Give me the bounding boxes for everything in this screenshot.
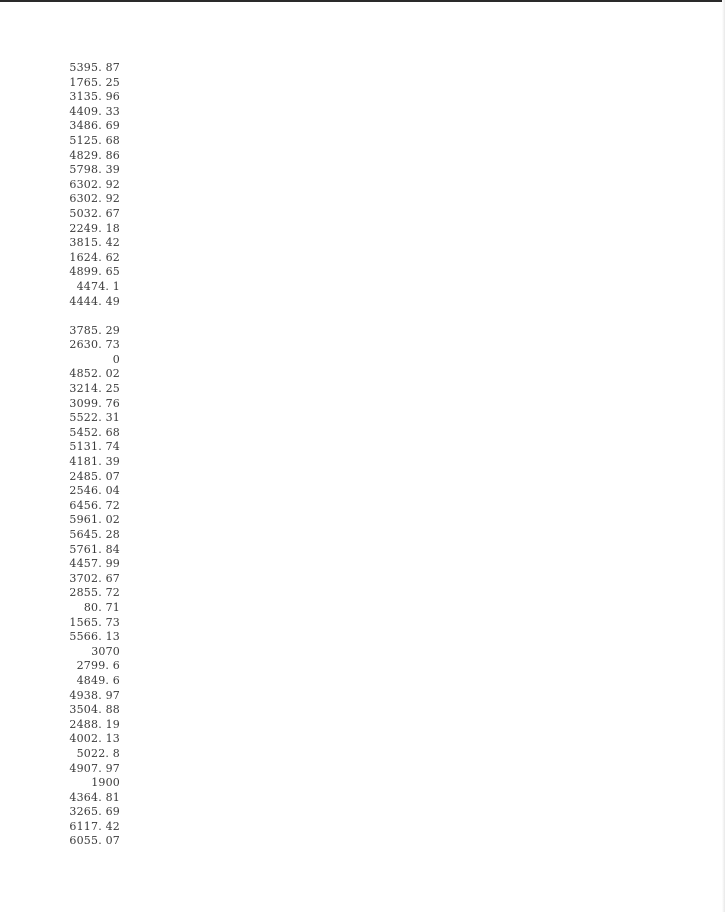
block-gap (62, 309, 120, 324)
value-row: 4474. 1 (76, 279, 120, 293)
value-row: 1765. 25 (69, 75, 120, 89)
value-row: 2799. 6 (76, 659, 120, 673)
value-row: 3135. 96 (69, 90, 120, 104)
value-row: 5125. 68 (69, 133, 120, 147)
value-row: 5961. 02 (69, 513, 120, 527)
value-row: 2485. 07 (69, 469, 120, 483)
value-row: 6302. 92 (69, 192, 120, 206)
value-row: 2249. 18 (69, 221, 120, 235)
value-row: 1900 (91, 776, 120, 790)
value-row: 6117. 42 (69, 819, 120, 833)
values-column (62, 61, 120, 849)
value-row: 4852. 02 (69, 367, 120, 381)
value-row: 4849. 6 (76, 673, 120, 687)
value-row: 4002. 13 (69, 732, 120, 746)
value-row: 4409. 33 (69, 104, 120, 118)
value-row: 3504. 88 (69, 703, 120, 717)
value-row: 5032. 67 (69, 206, 120, 220)
value-row: 5131. 74 (69, 440, 120, 454)
value-row: 2488. 19 (69, 717, 120, 731)
value-row: 3785. 29 (69, 323, 120, 337)
value-row: 5395. 87 (69, 61, 120, 74)
values-block-1 (62, 61, 120, 309)
value-row: 3486. 69 (69, 119, 120, 133)
value-row: 2630. 73 (69, 338, 120, 352)
value-row: 1565. 73 (69, 615, 120, 629)
value-row: 4457. 99 (69, 557, 120, 571)
value-row: 5798. 39 (69, 163, 120, 177)
value-row: 80. 71 (83, 600, 120, 614)
value-row: 4938. 97 (69, 688, 120, 702)
value-row: 5522. 31 (69, 411, 120, 425)
value-row: 5566. 13 (69, 630, 120, 644)
value-row: 3815. 42 (69, 236, 120, 250)
value-row: 6055. 07 (69, 834, 120, 848)
value-row: 6456. 72 (69, 498, 120, 512)
value-row: 5452. 68 (69, 425, 120, 439)
value-row: 4899. 65 (69, 265, 120, 279)
value-row: 4907. 97 (69, 761, 120, 775)
value-row: 6302. 92 (69, 177, 120, 191)
value-row: 4829. 86 (69, 148, 120, 162)
value-row: 5022. 8 (76, 746, 120, 760)
value-row: 5645. 28 (69, 528, 120, 541)
value-row: 3099. 76 (69, 396, 120, 410)
value-row: 3702. 67 (69, 571, 120, 585)
value-row: 3214. 25 (69, 382, 120, 396)
value-row: 1624. 62 (69, 250, 120, 264)
value-row: 4364. 81 (69, 790, 120, 804)
page-top-border (0, 0, 725, 2)
value-row: 0 (112, 352, 120, 366)
value-row: 3265. 69 (69, 805, 120, 819)
values-block-2 (62, 324, 120, 849)
value-row: 2855. 72 (69, 586, 120, 600)
value-row: 3070 (91, 644, 120, 658)
value-row: 4181. 39 (69, 455, 120, 469)
value-row: 5761. 84 (69, 542, 120, 556)
value-row: 2546. 04 (69, 484, 120, 498)
value-row: 4444. 49 (69, 294, 120, 308)
